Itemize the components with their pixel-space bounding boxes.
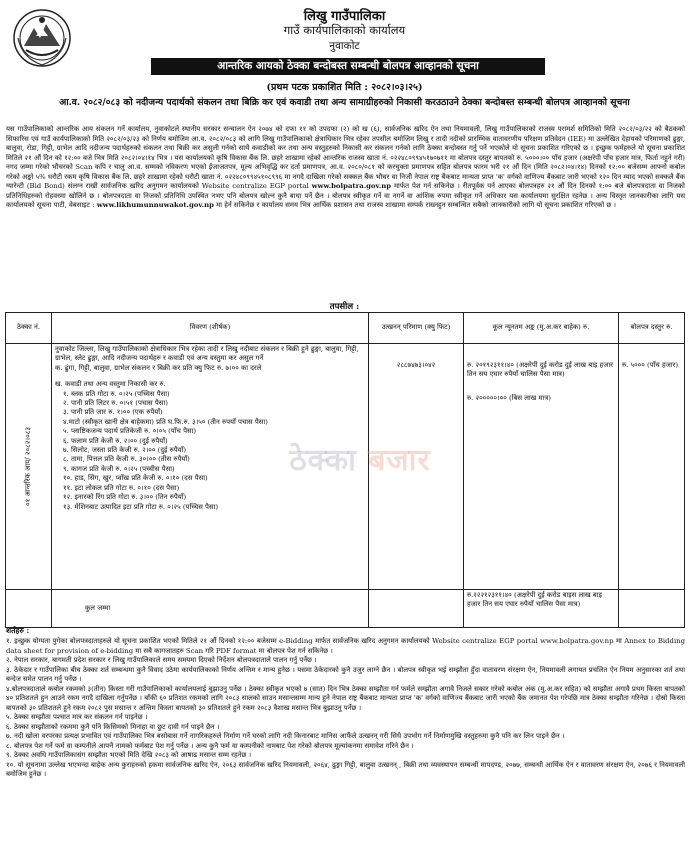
- list-item: ७. सिलोट, जस्ता प्रति केजी रु. २।०० (दुई रुपैयाँ): [63, 446, 187, 455]
- list-item: १. ब्लक प्रति गोटा रु. ०।२५ (पच्चिस पैसा): [63, 389, 170, 398]
- header-min-amount: कूल न्यूनतम अङ्क (मु.अ.कर बाहेक) रु.: [464, 313, 619, 344]
- notice-body: [6, 125, 685, 211]
- list-item: ३. ठेकेदार र गाउँपालिका बीच ठेक्का शर्त सम्बन्धमा कुनै विवाद उठेमा कार्यपालिकाको निर्णय अन्तिम र मान्य हुनेछ । यसमा ठेकेदारको कुनै उजुर लाग्ने छैन । बोलपत्र स्वीकृत भई सम्झौता हुँदा वातावरण संरक्षण ऐन, नियमावली लगायत प्रचलित ऐन नियम अनुसारका शर्त तथा बन्देज समेत पालन गर्नु पर्नेछ ।: [6, 665, 685, 683]
- list-item: ४.माटो (स्वीकृत खानी क्षेत्र बाहेकमा) प्रति घ.फि.रु. ३।५० (तीन रुपयाँ पचास पैसा): [63, 417, 268, 426]
- total-row: [6, 590, 685, 628]
- watermark: [190, 438, 530, 479]
- desc-ka: क. ढुंगा, गिट्टी, बालुवा, ग्राभेल संकलन र बिक्री कर प्रति क्यु फिट रु. ७।०० का दरले: [55, 363, 262, 372]
- district-name: नुवाकोट: [329, 40, 360, 52]
- website-link: www.likhumunnuwakot.gov.np: [96, 201, 214, 210]
- list-item: ११. इटा लोकल प्रति गोटा रु. ०।१० (दस पैसा): [63, 483, 180, 492]
- desc-intro: नुवाकोट जिल्ला, लिखु गाउँपालिकाको क्षेत्राधिकार भित्र रहेका तादी र लिखु नदीबाट संकलन र बिक्री हुने ढुङ्गा, बालुवा, गिट्टी, ग्राभेल, स्लेट ढुङ्गा, आदि नदीजन्य पदार्थहरु र कवाडी एवं अन्य वस्तुमा कर असुल गर्ने: [55, 345, 359, 363]
- list-item: १०. यो सूचनामा उल्लेख भएभन्दा बाहेक अन्य कुराहरुको हकमा सार्वजनिक खरिद ऐन, २०६३ सार्वजनिक खरिद नियमावली, २०६४, ढुङ्गा गिट्टी, बालुवा उत्खनन् , बिक्री तथा व्यवस्थापन सम्बन्धी मापदण्ड, २०७७, सम्बन्धी आर्थिक ऐन र वातावरण संरक्षण ऐन, २०७६ र नियमावली बमोजिम हुनेछ ।: [6, 760, 685, 778]
- desc-kha: ख. कवाडी तथा अन्य वस्तुमा निकासी कर रु.: [55, 380, 166, 389]
- publication-date: (प्रथम पटक प्रकाशित मिति : २०८२।०३।२५): [266, 82, 423, 93]
- egp-url: www.bolpatra.gov.np: [311, 182, 392, 191]
- fee-cell: [619, 344, 685, 590]
- schedule-title: तपसील :: [329, 302, 360, 312]
- list-item: ५. ठेक्का सम्झौता पश्चात मात्र कर संकलन गर्न पाइनेछ ।: [6, 713, 148, 721]
- header-quantity: उत्खनन् परिमाण (क्यु फिट): [369, 313, 464, 344]
- header-bid-fee: बोलपत्र दस्तुर रु.: [619, 313, 685, 344]
- notice-title: आन्तरिक आयको ठेक्का बन्दोबस्त सम्बन्धी बोलपत्र आव्हानको सूचना: [151, 58, 545, 75]
- total-label-cell: [52, 590, 369, 628]
- list-item: ८. तामा, पित्तल प्रति केजी रु. ३०।०० (तीस रुपैयाँ): [63, 455, 190, 464]
- office-name: लिखु गाउँपालिका: [303, 9, 386, 24]
- list-item: २. पानी प्रति लिटर रु. ०।५१ (पचास पैसा): [63, 399, 168, 408]
- main-heading: आ.व. २०८२/०८३ को नदीजन्य पदार्थको संकलन तथा बिक्रि कर एवं कवाडी तथा अन्य सामाग्रीहरुको निकासी करउठाउने ठेक्का बन्दोबस्त सम्बन्धी बोलपत्र आव्हानको सूचना: [59, 97, 630, 108]
- list-item: ५. प्लाष्टिकजन्य पदार्थ प्रतिकेजी रु. ०।०५ (पाँच पैसा): [63, 427, 197, 436]
- list-item: ६. ठेक्का सम्झौताको रकममा कुनै पनि किसिमको मिनाहा वा छुट दावी गर्न पाइने छैन ।: [6, 722, 220, 731]
- body-part-3: मा हेर्न सकिनेछ र कार्यालय समय भित्र आर्थिक प्रशासन तथा राजस्व शाखामा सम्पर्क राख्नहुन सम्बन्धित सबैको जानकारीको लागि यो सूचना प्रकाशित गरिएको छ ।: [216, 201, 617, 210]
- list-item: ४.बोलपत्रदाताले कबोल रकमको ३(तीन) किस्ता गरी गाउँपालिकाको कार्यालयलाई बुझाउनु पर्नेछ । ठेक्का स्वीकृत भएको ७ (सात) दिन भित्र ठेक्का सम्झौता गर्न फर्मले सम्झौता अगावै निजले सकार गरेको कबोल अंक (मु.अ.कर सहित) को सम्झौता अगावै प्रथम किस्ता बापतको ४० प्रतिशतले हुन आउने रकम नगदै दाखिला गर्नुपर्नेछ । बाँकी ६० प्रतिशत रकमको लागि २०८३ सालको साउन मसान्तसम्म मान्य हुने नेपाल राष्ट्र बैंकबाट मान्यता प्राप्त 'क' वर्गको वाणिज्य बैंकबाट जारी भएको बैंक जमानत पेश गरेपछि मात्र ठेक्का सम्झौता गरिनेछ । दोस्रो किस्ता बापतको ३० प्रतिशतले हुने रकम २०८२ पुस मसान्त र अन्तिम किस्ता बापतको ३० प्रतिशतले हुने रकम २०८३ वैशाख मसान्त भित्र बुझाउनु पर्नेछ ।: [6, 684, 685, 712]
- list-item: १०. हाड, सिंग, खुर, प्वाँख प्रति केजी रु. ०।१० (दस पैसा): [63, 474, 208, 483]
- list-item: ६. फलाम प्रति केजी रु. २।०० (दुई रुपैयाँ): [63, 436, 168, 445]
- header-contract-no: ठेक्का नं.: [6, 313, 52, 344]
- total-label: कुल जम्मा: [85, 603, 111, 612]
- list-item: ९. कागज प्रति केजी रु. ०।२५ (पच्चीस पैसा): [63, 464, 175, 473]
- list-item: ७. नदी खोला वरपरका प्रत्यक्ष प्रभावित एवं गाउँपालिका भित्र बसोबास गर्ने नागरिकहरुले निर्माण गर्ने घरको लागि नदी किनारबाट मानिस आफैंले उत्खनन् गरी सिधै उपभोग गर्ने निर्माणमुखि वस्तुहरुमा कुनै पनि कर लिन पाइने छैन ।: [6, 732, 565, 740]
- list-item: १३. मेशिनबाट उत्पादित इटा प्रति गोटा रु. ०।२५ (पच्चिस पैसा): [63, 502, 219, 511]
- list-item: २. नेपाल सरकार, बागमती प्रदेश सरकार र लिखु गाउँपालिकाले समय समयमा दिएको निर्देशन बोलपत्रदाताले पालन गर्नु पर्नेछ ।: [6, 656, 317, 664]
- fee-value: रु. ५००० (पाँच हजार): [622, 361, 679, 369]
- table-header-row: [6, 313, 685, 344]
- terms-title: शर्तहरु :: [6, 626, 30, 635]
- list-item: ३. पानी प्रति जार रु. १।०० (एक रुपैयाँ): [63, 408, 163, 417]
- watermark-part-2: बजार: [368, 443, 431, 478]
- contract-id-cell: [6, 344, 52, 590]
- quantity-value: २८८७४७३।०४२: [396, 361, 436, 369]
- min-amount-1: रु. २०१९२३११।४० (अक्षरेपी दुई करोड दुई लाख बाइ हजार तिन सय एघार रुपैयाँ चालिस पैसा मात्र): [467, 361, 613, 379]
- office-subtitle: गाउँ कार्यपालिकाको कार्यालय: [283, 23, 406, 37]
- min-amount-2: रु. २०००००।०० (बिस लाख मात्र): [467, 393, 551, 402]
- body-part-2: मार्फत पेश गर्न सकिनेछ । रीतपूर्वक पर्न आएका बोलपत्रहरु २१ औं दिन दिनको १:०० बजे बोलपत्रदाता वा निजको प्रतिनिधिहरुको रोहवरमा खोलिने छ । बोलपत्रदाता वा निजको प्रतिनिधि उपस्थित नभए पनि बोलपत्र खोल्न कुनै बाधा पर्ने छैन । बोलपत्र स्वीकृत गर्ने वा नगर्ने वा आंशिक रुपमा स्वीकृत गर्ने अधिकार यस कार्यालयमा सुरक्षित रहनेछ । अन्य विस्तृत जानकारीका लागि यस कार्यालयको सूचना पाटी, वेबसाइट :: [6, 182, 685, 210]
- terms-list: [6, 637, 685, 780]
- contract-id: ०१ आन्तरिक आय/ २०८२।०८३: [23, 426, 32, 506]
- total-amount: रु.२२२१२३११।४० (अक्षरेपी दुई करोड बाइस लाख बाइ हजार तिन सय एघार रुपैयाँ चालिस पैसा मात्र): [464, 590, 619, 628]
- header-description: विवरण (शीर्षक): [52, 313, 369, 344]
- list-item: १२. इनारको रिंग प्रति गोटा रु. ३।०० (तिन रुपैयाँ): [63, 493, 187, 502]
- list-item: ८. बोलपत्र पेश गर्ने फर्म वा कम्पनीले आफ्नै नामको फर्मबाट पेश गर्नु पर्नेछ । अन्य कुनै फर्म वा कम्पनीको नामबाट पेश गरेको बोलपत्र मूल्यांकनमा समावेश गरिने छैन ।: [6, 741, 414, 750]
- list-item: १. इच्छुक योग्यता पुगेका बोलपत्रदाताहरुले यो सूचना प्रकाशित भएको मितिले २१ औं दिनको १२:०० बजेसम्म e-Bidding मार्फत सार्वजनिक खरिद अनुगमन कार्यालयको Website centralize EGP portal www.bolpatra.gov.np मा Annex to Bidding data sheet for provision of e-bidding मा सबै कागजातहरु Scan गरि PDF format मा बोलपत्र पेश गर्न सकिनेछ ।: [6, 637, 685, 655]
- list-item: ९. ठेक्का अवधि गाउँपालिकासंग सम्झौता भएको मिति देखि २०८३ को आषाढ मसान्त सम्म रहनेछ ।: [6, 751, 252, 759]
- body-part-1: यस गाउँपालिकाको आन्तरिक आय संकलन गर्ने कार्यालय, नुवाकोटले स्थानीय सरकार सन्चालन ऐन २०७४ को दफा ११ को उपदफा (२) को ख (६), सार्वजनिक खरिद ऐन तथा नियमावली, लिखु गाउँपालिकाको राजस्व परामर्श समितिको मिति २०८२/०३/२२ को बैठकको सिफारिस एवं गाउँ कार्यपालिकाको मिति २०८२/०३/२३ को निर्णय बमोजिम आ.व. २०८२/०८३ को लागि लिखु गाउँपालिकाको क्षेत्राधिकार भित्र रहेका तपसील बमोजिम लिखु र तादी नदीको प्रारम्भिक वातावरणीय परिक्षण प्रतिवेदन (IEE) मा उल्लेखित देहायको परिमाणको ढुङ्गा, बालुवा, रोडा, गिट्टी, ग्राभेल आदि नदीजन्य पदार्थहरुको संकलन तथा बिक्री कर असुली गर्नको साथै कवाडीको कर तथा अन्य वस्तुहरुको निकासी कर संकलन गर्नको लागि ठेक्का बन्दोबस्त गर्नु पर्ने भएकोले यो सूचना प्रकाशित गरिएको छ । इच्छुक फर्महरुले यो सूचना प्रकाशित मितिले २१ औं दिन को १२:०० बजे भित्र मिति २०८२।०४।१४ भित्र । यस कार्यालयको कृषि विकास बैंक लि. छहरे शाखामा रहेको आन्तरिक राजस्व खाता नं. ०२२४८०९९४५१७०७११ मा बोलपत्र दस्तुर बापतको रु. ५०००।०० पाँच हजार (अक्षरेपी पाँच हजार मात्र, फिर्ता नहुने गरी) नगद जम्मा गरेको भौचरको Scan कपि र चालु आ.व. सम्मको नविकरण भएको ईजाजतपत्र, मूल्य अभिवृद्धि कर दर्ता प्रमाणपत्र, आ.व. २०८०/०८१ को करचुक्ता प्रमाणपत्र सहित बोलपत्र फारम भरी २१ औं दिन (मिति २०८२।०४।१४) दिनको १२:०० बजेसम्म आफ्नो कबोल गरेको अङ्को ५% धरौटी रकम कृषि विकास बैंक लि. छहरे शाखामा रहेको धरौटी खाता नं. ०२२४८०९९४५१०८९९६ मा नगदै दाखिला गरेको सक्कल बैंक भौचर वा निजी नेपाल राष्ट्र बैंकबाट मान्यता प्राप्त 'क' वर्गको वाणिज्य बैंकबाट जारी भएको १२० दिन म्याद भएको सक्कलै बैंक ग्यारेन्टी (Bid Bond) संलग्न राखी सार्वजनिक खरिद अनुगमन कार्यालयको Website centralize EGP portal: [6, 125, 685, 191]
- watermark-part-1: ठेक्का: [289, 443, 357, 478]
